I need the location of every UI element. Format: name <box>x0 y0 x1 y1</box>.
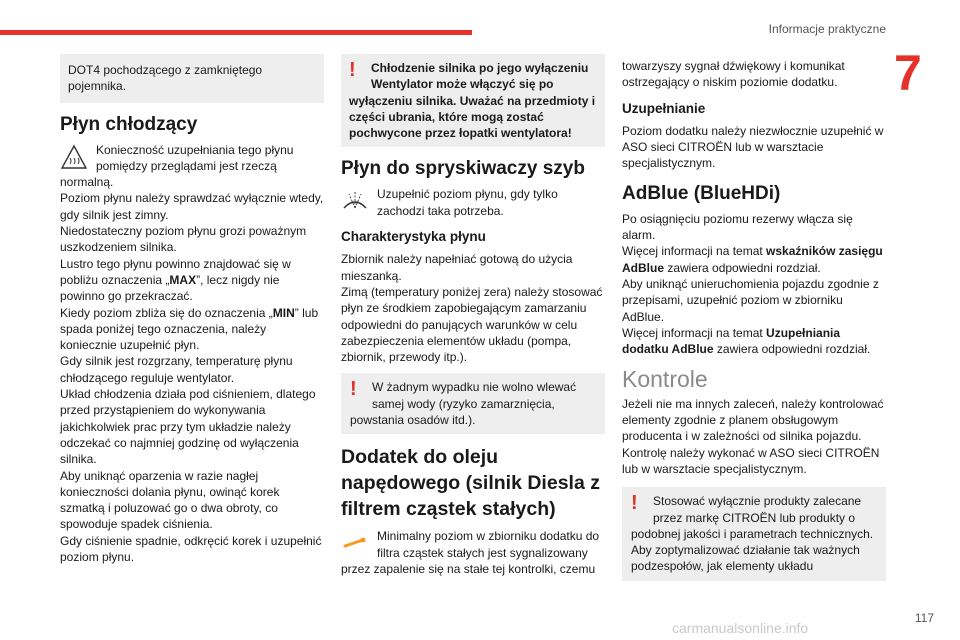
text-span: Więcej informacji na temat <box>622 325 767 340</box>
text-span: Kiedy poziom zbliża się do oznaczenia „ <box>60 305 273 320</box>
water-warning-text: W żadnym wypadku nie wolno wlewać samej wody (ryzyko zamarznięcia, powstania osadów itd.). <box>350 380 577 428</box>
coolant-heading: Płyn chłodzący <box>60 113 198 135</box>
fan-warning-box <box>341 54 605 147</box>
coolant-para-8: Gdy ciśnienie spadnie, odkręcić korek i uzupełnić poziom płynu. <box>60 533 322 565</box>
page-number: 117 <box>914 611 934 625</box>
max-mark: MAX <box>169 272 197 287</box>
text-span: Więcej informacji na temat <box>622 244 767 259</box>
adblue-para-3: Aby uniknąć unieruchomienia pojazdu zgodnie z przepisami, uzupełnić poziom w zbiorniku AdBlue. <box>622 276 879 324</box>
additive-para-cont: towarzyszy sygnał dźwiękowy i komunikat ostrzegający o niskim poziomie dodatku. <box>622 59 845 90</box>
fan-warning-text: Chłodzenie silnika po jego wyłączeniu Wentylator może włączyć się po wyłączeniu silnika. Uważać na przedmioty i części ubrania, które mogą zostać pochwycone przez łopatki wentylatora! <box>349 61 596 141</box>
column-1 <box>60 54 324 565</box>
exclamation-icon: ! <box>349 59 356 81</box>
additive-icon-row <box>341 528 605 577</box>
additive-warning-lamp-icon <box>341 530 369 556</box>
section-title: Informacje praktyczne <box>768 22 886 36</box>
hot-liquid-warning-icon <box>60 144 88 170</box>
additive-icon-text: Minimalny poziom w zbiorniku dodatku do filtra cząstek stałych jest sygnalizowany przez zapalenie się na stałe tej kontrolki, czemu <box>341 529 600 576</box>
text-span: ”, lecz nigdy nie powinno go przekraczać. <box>60 272 280 304</box>
windscreen-washer-icon <box>341 188 369 214</box>
text-span: Lustro tego płynu powinno znajdować się w pobliżu oznaczenia „ <box>60 256 291 287</box>
box-text: DOT4 pochodzącego z zamkniętego pojemnika. <box>68 63 263 94</box>
text-span: ” lub spada poniżej tego oznaczenia, należy koniecznie uzupełnić płyn. <box>60 305 319 353</box>
checks-para: Jeżeli nie ma innych zaleceń, należy kontrolować elementy zgodnie z planem obsługowym producenta i w zależności od silnika pojazdu. Kontrolę należy wykonać w ASO sieci CITROËN lub w warsztacie specjalistycznym. <box>622 396 884 476</box>
diesel-additive-heading: Dodatek do oleju napędowego (silnik Diesla z filtrem cząstek stałych) <box>341 446 600 521</box>
exclamation-icon: ! <box>350 378 357 401</box>
washer-para-2: Zimą (temperatury poniżej zera) należy stosować płyn ze środkiem zapobiegającym zamarzaniu odpowiedni do panujących warunków w celu zabezpieczenia elementów układu (pompa, zbiornik, przewody itp.). <box>341 284 603 365</box>
text-span: zawiera odpowiedni rozdział. <box>713 342 871 357</box>
washer-fluid-heading: Płyn do spryskiwaczy szyb <box>341 158 585 180</box>
refill-heading: Uzupełnianie <box>622 100 706 116</box>
coolant-para-6: Układ chłodzenia działa pod ciśnieniem, dlatego przed przystąpieniem do wykonywania jakichkolwiek prac przy tym układzie należy odczekać co najmniej godzinę od wyłączenia silnika. <box>60 387 316 467</box>
fluid-spec-heading: Charakterystyka płynu <box>341 229 486 245</box>
coolant-para-7: Aby uniknąć oparzenia w razie nagłej konieczności dolania płynu, owinąć korek szmatką i poluzować go o dwa obroty, co spowoduje spadek ciśnienia. <box>60 468 280 532</box>
top-accent-bar <box>0 30 472 35</box>
min-mark: MIN <box>272 305 295 320</box>
continuation-box <box>60 54 324 103</box>
washer-para-1: Zbiornik należy napełniać gotową do użycia mieszanką. <box>341 252 573 283</box>
washer-icon-row <box>341 186 605 219</box>
coolant-warning-row <box>60 142 324 191</box>
water-warning-box <box>341 373 605 434</box>
text-span: zawiera odpowiedni rozdział. <box>664 260 821 275</box>
coolant-para-3 <box>60 256 324 305</box>
exclamation-icon: ! <box>631 492 638 515</box>
bold-ref: wskaźników zasięgu AdBlue <box>622 244 883 275</box>
coolant-icon-text-cont: normalną. <box>60 175 114 190</box>
adblue-para-1: Po osiągnięciu poziomu rezerwy włącza się alarm. <box>622 211 853 243</box>
washer-icon-text: Uzupełnić poziom płynu, gdy tylko zachodzi taka potrzeba. <box>377 187 558 218</box>
products-warning-text: Stosować wyłącznie produkty zalecane przez markę CITROËN lub produkty o podobnej jakości i parametrach technicznych. Aby zoptymalizować działanie tak ważnych podzespołów, jak elementy układu <box>631 494 874 574</box>
coolant-icon-text: Konieczność uzupełniania tego płynu pomiędzy przeglądami jest rzeczą <box>96 142 294 173</box>
adblue-para-4 <box>622 325 886 358</box>
chapter-number: 7 <box>894 45 922 101</box>
coolant-para-1: Poziom płynu należy sprawdzać wyłącznie wtedy, gdy silnik jest zimny. <box>60 191 324 222</box>
coolant-para-5: Gdy silnik jest rozgrzany, temperaturę płynu chłodzącego reguluje wentylator. <box>60 354 293 385</box>
adblue-heading: AdBlue (BlueHDi) <box>622 182 781 204</box>
products-warning-box <box>622 487 886 580</box>
checks-heading: Kontrole <box>622 366 708 393</box>
column-3 <box>622 54 886 589</box>
watermark: carmanualsonline.info <box>672 620 809 636</box>
adblue-para-2 <box>622 243 886 276</box>
coolant-para-2: Niedostateczny poziom płynu grozi poważnym uszkodzeniem silnika. <box>60 224 307 255</box>
refill-para: Poziom dodatku należy niezwłocznie uzupełnić w ASO sieci CITROËN lub w warsztacie specjalistycznym. <box>622 123 884 171</box>
coolant-para-4 <box>60 305 324 354</box>
column-2 <box>341 54 605 577</box>
bold-ref: Uzupełniania dodatku AdBlue <box>622 325 841 357</box>
